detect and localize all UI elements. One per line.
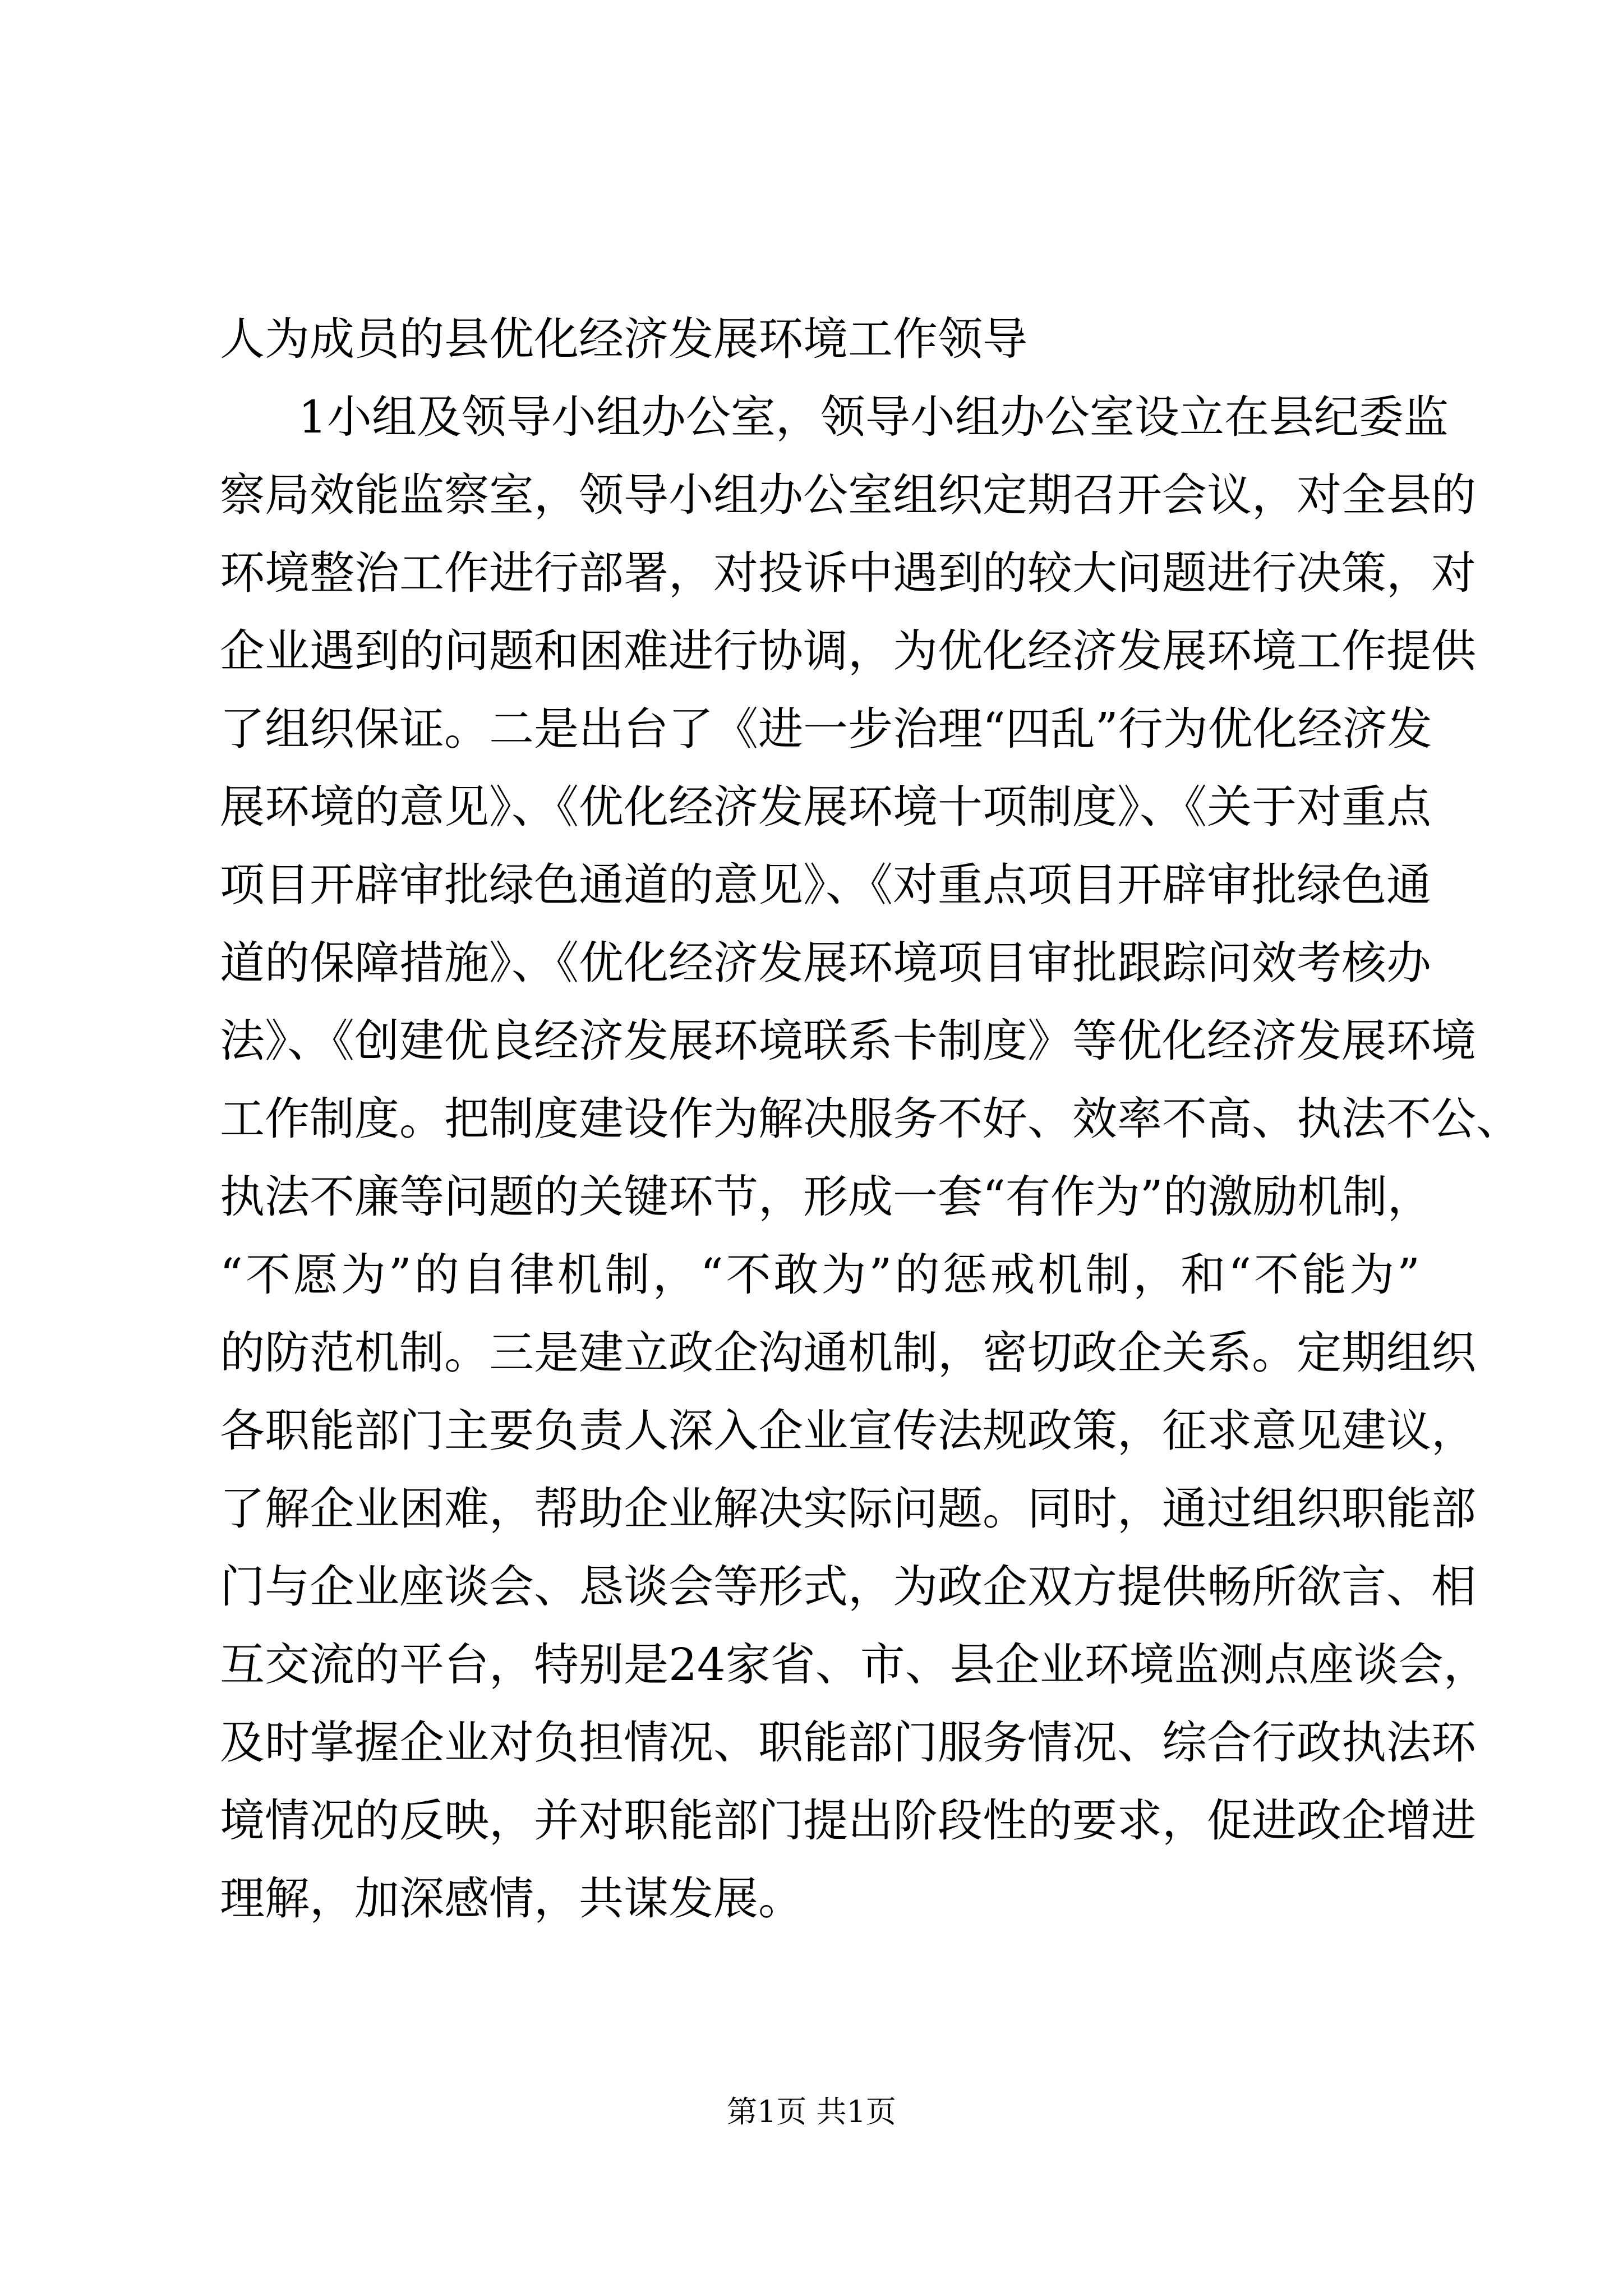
text-line-15: 各职能部门主要负责人深入企业宣传法规政策，征求意见建议，: [220, 1405, 1476, 1457]
text-line-17: 门与企业座谈会、恳谈会等形式，为政企双方提供畅所欲言、相: [220, 1561, 1476, 1613]
text-line-9: 道的保障措施》、《优化经济发展环境项目审批跟踪问效考核办: [220, 937, 1431, 989]
text-line-14: 的防范机制。三是建立政企沟通机制，密切政企关系。定期组织: [220, 1327, 1476, 1379]
text-line-13: “不愿为”的自律机制，“不敢为”的惩戒机制，和“不能为”: [220, 1249, 1420, 1301]
text-line-19: 及时掌握企业对负担情况、职能部门服务情况、综合行政执法环: [220, 1717, 1476, 1769]
text-line-18: 互交流的平台，特别是24家省、市、县企业环境监测点座谈会，: [220, 1639, 1488, 1691]
text-line-20: 境情况的反映，并对职能部门提出阶段性的要求，促进政企增进: [220, 1795, 1476, 1847]
text-line-7: 展环境的意见》、《优化经济发展环境十项制度》、《关于对重点: [220, 781, 1431, 833]
text-line-5: 企业遇到的问题和困难进行协调，为优化经济发展环境工作提供: [220, 625, 1476, 677]
text-line-11: 工作制度。把制度建设作为解决服务不好、效率不高、执法不公、: [220, 1093, 1521, 1145]
text-line-16: 了解企业困难，帮助企业解决实际问题。同时，通过组织职能部: [220, 1483, 1476, 1535]
text-line-8: 项目开辟审批绿色通道的意见》、《对重点项目开辟审批绿色通: [220, 859, 1431, 911]
text-line-1: 人为成员的县优化经济发展环境工作领导: [220, 313, 1027, 365]
text-line-21: 理解，加深感情，共谋发展。: [220, 1872, 803, 1925]
text-line-4: 环境整治工作进行部署，对投诉中遇到的较大问题进行决策，对: [220, 547, 1476, 599]
page-footer: 第1页 共1页: [727, 2094, 896, 2129]
text-line-10: 法》、《创建优良经济发展环境联系卡制度》等优化经济发展环境: [220, 1015, 1476, 1067]
text-line-12: 执法不廉等问题的关键环节，形成一套“有作为”的激励机制，: [220, 1171, 1432, 1223]
text-line-3: 察局效能监察室，领导小组办公室组织定期召开会议，对全县的: [220, 469, 1476, 521]
text-line-2: 1小组及领导小组办公室，领导小组办公室设立在县纪委监: [298, 391, 1449, 443]
text-line-6: 了组织保证。二是出台了《进一步治理“四乱”行为优化经济发: [220, 703, 1432, 755]
